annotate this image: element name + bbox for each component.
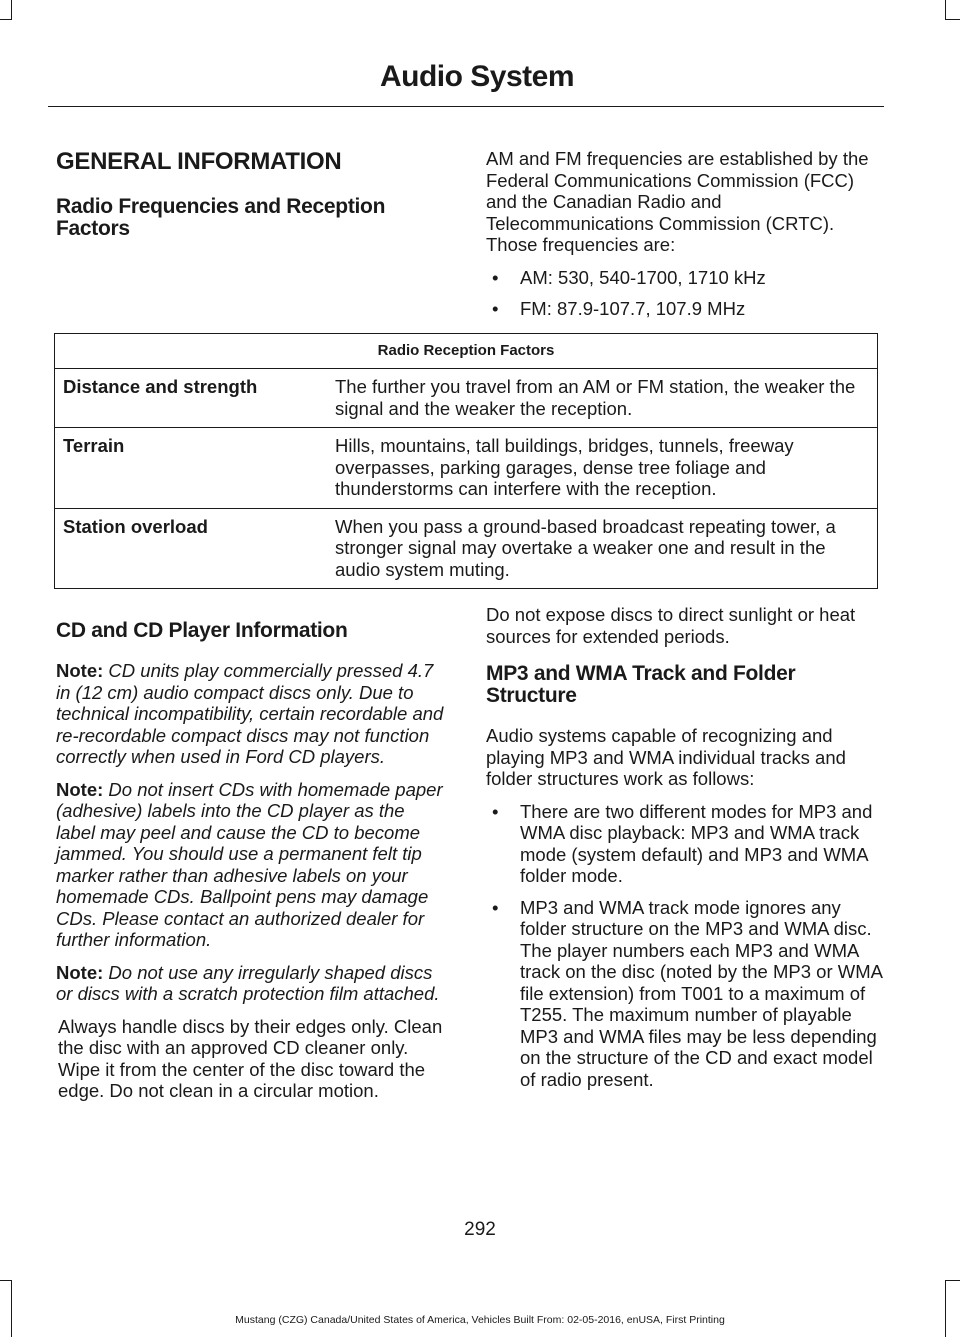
mp3-intro: Audio systems capable of recognizing and playing MP3 and WMA individual tracks and folder structures work as follows: [486, 725, 846, 789]
list-item [486, 267, 882, 289]
am-frequencies: AM: 530, 540-1700, 1710 kHz [520, 266, 766, 288]
table-row [55, 508, 878, 589]
frequencies-block [486, 148, 882, 330]
note-text: Do not use any irregularly shaped discs or discs with a scratch protection film attached. [56, 961, 440, 1004]
general-information-heading: GENERAL INFORMATION [56, 148, 342, 175]
cd-info-heading: CD and CD Player Information [56, 619, 348, 642]
fm-frequencies: FM: 87.9-107.7, 107.9 MHz [520, 298, 746, 319]
note-text: CD units play commercially pressed 4.7 in (12 cm) audio compact discs only. Due to technical incompatibility, certain recordable and re-recordable compact discs may not function correctly when used in Ford CD players. [56, 660, 444, 767]
note [56, 660, 448, 768]
list-item [486, 801, 882, 887]
crop-mark [11, 1280, 12, 1337]
crop-mark [0, 19, 12, 20]
mp3-wma-heading: MP3 and WMA Track and Folder Structure [486, 662, 796, 707]
factor-name: Distance and strength [55, 369, 328, 428]
crop-mark [945, 0, 946, 20]
note-label: Note: [56, 778, 104, 800]
page-number: 292 [464, 1219, 496, 1240]
crop-mark [945, 19, 960, 20]
cd-info-column [56, 620, 448, 1113]
table-title: Radio Reception Factors [55, 334, 878, 369]
crop-mark [0, 1280, 12, 1281]
note-label: Note: [56, 660, 104, 681]
note-label: Note: [56, 961, 104, 983]
crop-mark [945, 1280, 960, 1281]
table-row [55, 369, 878, 428]
footer-text: Mustang (CZG) Canada/United States of America, Vehicles Built From: 02-05-2016, enUSA, First Printing [235, 1314, 725, 1326]
crop-mark [945, 1280, 946, 1337]
factor-name: Station overload [55, 508, 328, 589]
bullet-icon: • [492, 800, 499, 822]
list-item [486, 298, 882, 320]
crop-mark [11, 0, 12, 20]
mp3-column [486, 604, 882, 1100]
factor-description: The further you travel from an AM or FM station, the weaker the signal and the weaker the reception. [327, 369, 878, 428]
table-row [55, 428, 878, 509]
mp3-mode-text: There are two different modes for MP3 and WMA disc playback: MP3 and WMA track mode (system default) and MP3 and WMA folder mode. [520, 800, 873, 886]
track-mode-text: MP3 and WMA track mode ignores any folder structure on the MP3 and WMA disc. The player numbers each MP3 and WMA track on the disc (noted by the MP3 or WMA file extension) from T001 to a maximum of T255. The maximum number of playable MP3 and WMA files may be less depending on the structure of the CD and exact model of radio present. [520, 896, 882, 1090]
radio-reception-table [54, 333, 878, 589]
general-info-block [56, 148, 456, 258]
factor-name: Terrain [55, 428, 328, 509]
header-divider [48, 106, 884, 107]
section-title: Audio System [379, 60, 574, 93]
radio-frequencies-heading: Radio Frequencies and Reception Factors [56, 195, 386, 240]
factor-description: Hills, mountains, tall buildings, bridges, tunnels, freeway overpasses, parking garages, dense tree foliage and thunderstorms can interfere with the reception. [327, 428, 878, 509]
factor-description: When you pass a ground-based broadcast repeating tower, a stronger signal may overtake a weaker one and result in the audio system muting. [327, 508, 878, 589]
disc-handling-text: Always handle discs by their edges only. Clean the disc with an approved CD cleaner only. Wipe it from the center of the disc toward the edge. Do not clean in a circular motion. [58, 1015, 443, 1101]
frequencies-intro: AM and FM frequencies are established by the Federal Communications Commission (FCC) and the Canadian Radio and Telecommunications Commission (CRTC). Those frequencies are: [486, 148, 869, 255]
bullet-icon: • [492, 896, 499, 918]
note-text: Do not insert CDs with homemade paper (adhesive) labels into the CD player as the label may peel and cause the CD to become jammed. You should use a permanent felt tip marker rather than adhesive labels on your homemade CDs. Ballpoint pens may damage CDs. Please contact an authorized dealer for further information. [56, 778, 443, 950]
note [56, 779, 448, 951]
bullet-icon: • [492, 298, 499, 319]
sunlight-warning: Do not expose discs to direct sunlight or heat sources for extended periods. [486, 604, 856, 647]
list-item [486, 897, 882, 1091]
bullet-icon: • [492, 266, 499, 288]
note [56, 962, 448, 1005]
